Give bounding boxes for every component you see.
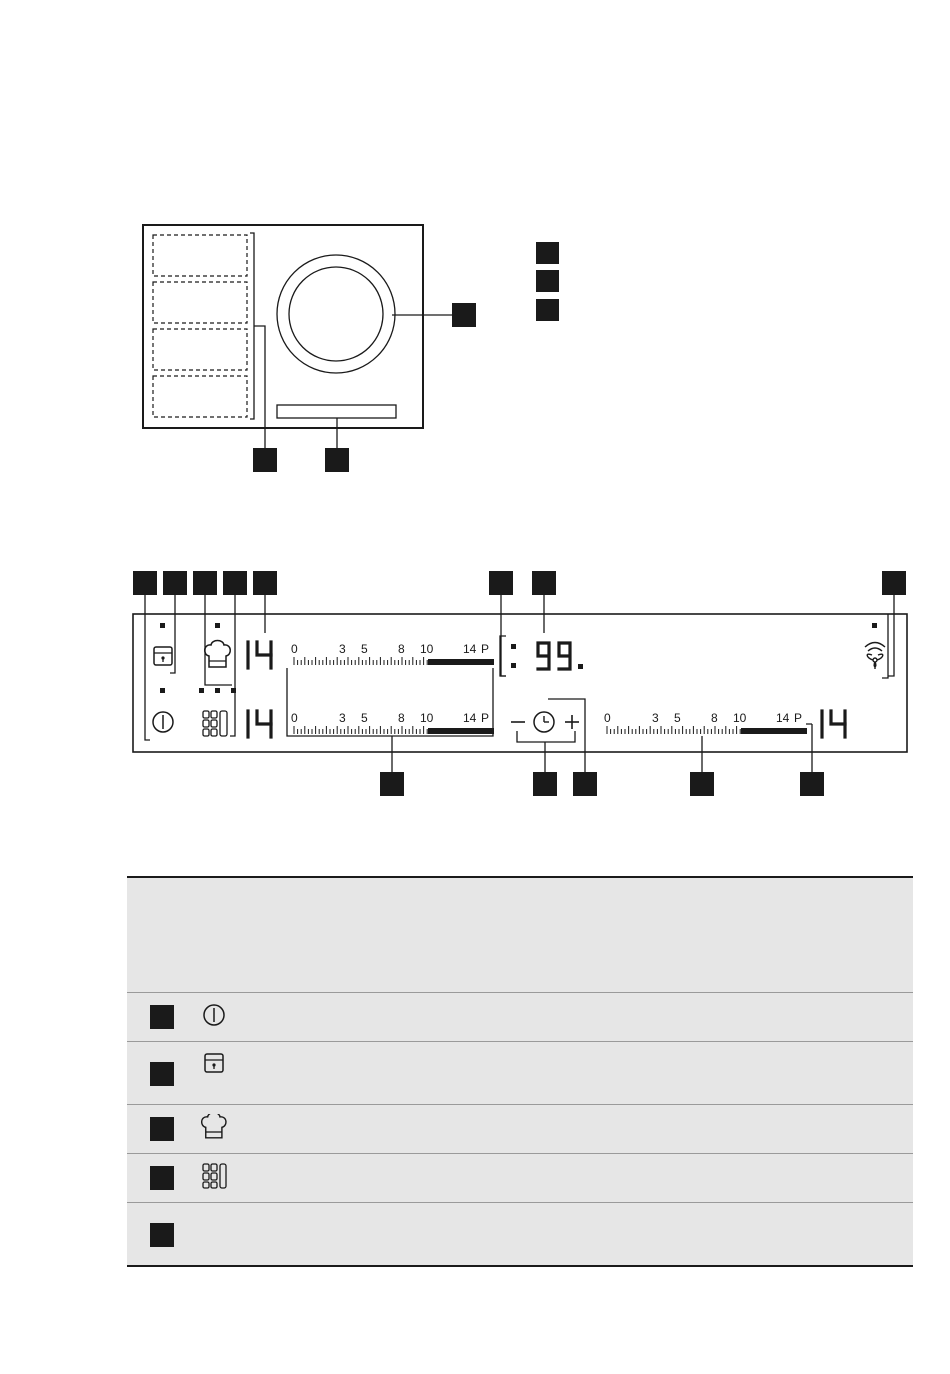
control-panel-strip [277, 405, 396, 418]
bridge-zone-segment-4 [153, 376, 247, 417]
scale-label: 5 [361, 642, 368, 656]
power-slider-zone-3[interactable] [604, 711, 807, 734]
legend-header [127, 876, 913, 993]
scale-label: P [481, 642, 490, 656]
callout-marker [533, 772, 557, 796]
timer-icon[interactable] [534, 712, 554, 732]
key-marker [536, 270, 559, 292]
leader-line [548, 699, 585, 772]
callout-marker [223, 571, 247, 595]
legend-table [127, 876, 913, 1267]
scale-label: 0 [291, 711, 298, 725]
bridge-zone-segment-3 [153, 329, 247, 370]
timer-display [500, 636, 583, 676]
indicator-dot [215, 623, 220, 628]
scale-label: 3 [652, 711, 659, 725]
power-slider-zone-2[interactable] [291, 711, 494, 734]
callout-marker [325, 448, 349, 472]
power-boost-bar [428, 659, 494, 665]
indicator-dot [231, 688, 236, 693]
lock-icon [201, 1051, 227, 1077]
lock-icon[interactable] [154, 647, 172, 665]
scale-label: 8 [398, 711, 405, 725]
scale-label: 8 [711, 711, 718, 725]
bridge-zone-segment-2 [153, 282, 247, 323]
leader-line [888, 595, 894, 676]
callout-marker [489, 571, 513, 595]
chef-hat-icon [201, 1114, 227, 1140]
indicator-dot [215, 688, 220, 693]
timer-controls-bracket [517, 731, 575, 742]
callout-marker [380, 772, 404, 796]
callout-marker [573, 772, 597, 796]
hob-diagram [0, 0, 950, 500]
chef-hat-icon[interactable] [205, 641, 231, 668]
callout-marker [532, 571, 556, 595]
key-marker [536, 242, 559, 264]
scale-label: P [794, 711, 803, 725]
round-zone-outer [277, 255, 395, 373]
hob2hood-fan-icon[interactable] [865, 643, 885, 670]
zone-display-right [822, 711, 845, 737]
indicator-dot [160, 688, 165, 693]
indicator-dot [199, 688, 204, 693]
legend-row [127, 1105, 913, 1154]
legend-marker [150, 1223, 174, 1247]
on-off-icon[interactable] [153, 712, 173, 732]
callout-marker [800, 772, 824, 796]
scale-label: 14 [463, 642, 477, 656]
round-zone-inner [289, 267, 383, 361]
scale-label: 10 [420, 642, 434, 656]
power-boost-bar [741, 728, 807, 734]
scale-label: 3 [339, 711, 346, 725]
legend-row [127, 1154, 913, 1203]
plus-icon[interactable] [565, 715, 579, 729]
power-slider-zone-1[interactable] [291, 642, 494, 665]
callout-marker [452, 303, 476, 327]
scale-label: 10 [733, 711, 747, 725]
scale-label: 5 [361, 711, 368, 725]
scale-label: 3 [339, 642, 346, 656]
indicator-dot [160, 623, 165, 628]
legend-marker [150, 1166, 174, 1190]
callout-marker [253, 448, 277, 472]
scale-label: 14 [463, 711, 477, 725]
callout-marker [882, 571, 906, 595]
scale-label: P [481, 711, 490, 725]
callout-marker [163, 571, 187, 595]
leader-line [230, 595, 235, 736]
bridge-icon[interactable] [203, 711, 227, 736]
scale-label: 0 [604, 711, 611, 725]
scale-label: 10 [420, 711, 434, 725]
scale-label: 5 [674, 711, 681, 725]
slider-bracket [287, 668, 493, 736]
leader-line [145, 595, 150, 740]
indicator-dot [872, 623, 877, 628]
callout-marker [133, 571, 157, 595]
zone-display-bottom [248, 711, 271, 737]
legend-marker [150, 1117, 174, 1141]
key-marker [536, 299, 559, 321]
bridge-zone-segment-1 [153, 235, 247, 276]
scale-label: 14 [776, 711, 790, 725]
callout-marker [193, 571, 217, 595]
callout-marker [253, 571, 277, 595]
legend-marker [150, 1062, 174, 1086]
legend-marker [150, 1005, 174, 1029]
legend-row [127, 1042, 913, 1105]
on-off-icon [201, 1002, 227, 1028]
power-boost-bar [428, 728, 494, 734]
legend-row [127, 1203, 913, 1267]
scale-label: 0 [291, 642, 298, 656]
zone-display-top [248, 642, 271, 668]
legend-row [127, 993, 913, 1042]
bridge-leader [254, 326, 265, 450]
bridge-icon [201, 1163, 227, 1189]
callout-marker [690, 772, 714, 796]
control-panel-diagram [0, 560, 950, 810]
bridge-zone-bracket [250, 233, 254, 419]
scale-label: 8 [398, 642, 405, 656]
